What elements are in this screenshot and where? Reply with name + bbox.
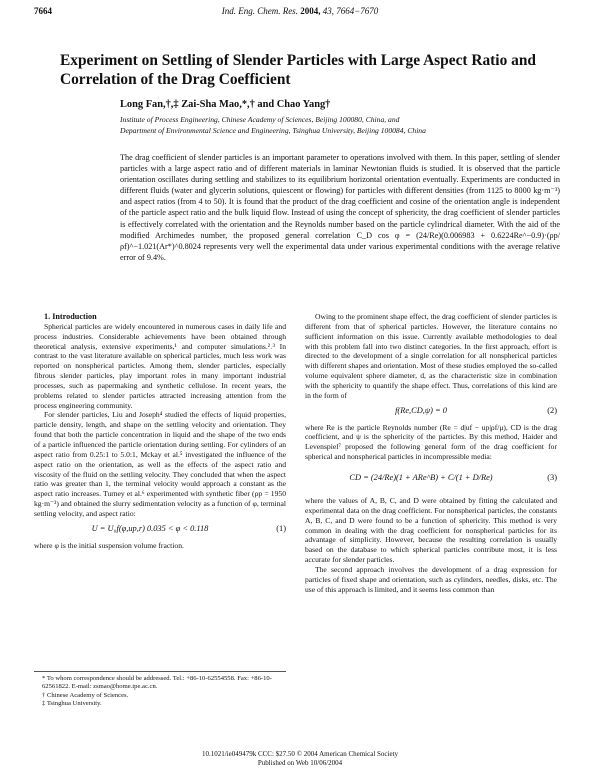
right-paragraph-2: where Re is the particle Reynolds number (Re = d|uf − up|ρf/μ), CD is the drag coefficient, and ψ is the sphericity of the particles. By this method, Haider and Levenspiel⁷ proposed the following general form of the drag coefficient for spherical and nonspherical particles in incompressible media:	[305, 422, 557, 462]
intro-paragraph-1: Spherical particles are widely encountered in numerous cases in daily life and process industries. Considerable achievements have been obtained through theoretical analysis, extensive experiments,¹ and computer simulations.²˒³ In contrast to the vast literature available on spherical particles, much less work was reported on nonspherical particles. Among them, slender particles, especially fibrous slender particles, play important roles in many important industrial processes, such as papermaking and synthetic cellulose. In recent years, the problems related to slender particles attracted increasing attention from the process engineering community.	[34, 321, 286, 410]
equation-1	[34, 522, 286, 538]
section-heading-introduction: 1. Introduction	[44, 312, 97, 321]
footer-published: Published on Web 10/06/2004	[257, 758, 343, 767]
footer-doi: 10.1021/ie049479k CCC: $27.50 © 2004 American Chemical Society	[201, 750, 399, 758]
footnote-cas: † Chinese Academy of Sciences.	[42, 691, 129, 699]
affiliations	[120, 115, 560, 136]
intro-paragraph-3: where φ is the initial suspension volume fraction.	[34, 540, 184, 550]
equation-2-body: f(Re,CD,ψ) = 0	[395, 405, 447, 415]
abstract-text: The drag coefficient of slender particles is an important parameter to operations involved with them. In this paper, settling of slender particles with a large aspect ratio and of different materials in laminar Newtonian fluids is studied. It is observed that the particle orientation oscillates during settling and stabilizes to its equilibrium horizontal orientation eventually. Experiments are conducted in different fluids (water and glycerin solutions, quiescent or flowing) for particles with different densities (from 1125 to 8000 kg·m⁻³) and aspect ratios (from 4 to 50). It is found that the product of the drag coefficient and cosine of the orientation angle is independent of the particle aspect ratio and the bulk liquid flow. Instead of using the concept of sphericity, the drag coefficient of slender particles is effectively correlated with the orientation and the Reynolds number based on the particle cylindrical diameter. With the aid of the modified Archimedes number, the proposed general correlation C_D cos φ = (24/Re)(0.006983 + 0.6224Re^−0.9)·(ρp/ρf)^−1.021(Ar*)^0.8024 represents very well the experimental data under various experimental conditions with the average relative error of 9.4%.	[120, 153, 560, 262]
page-footer	[0, 750, 600, 768]
equation-3-body: CD = (24/Re)(1 + ARe^B) + C/(1 + D/Re)	[349, 472, 493, 482]
equation-1-number: (1)	[276, 523, 286, 533]
equation-2	[305, 404, 557, 420]
footnotes	[34, 671, 286, 709]
equation-3	[305, 465, 557, 493]
journal-year: 2004,	[300, 6, 321, 16]
equation-3-number: (3)	[547, 472, 557, 482]
running-header	[34, 6, 566, 20]
article-title: Experiment on Settling of Slender Particles with Large Aspect Ratio and Correlation of the Drag Coefficient	[60, 52, 536, 88]
author-list: Long Fan,†,‡ Zai-Sha Mao,*,† and Chao Yang†	[120, 99, 331, 110]
affiliation-2: Department of Environmental Science and Engineering, Tsinghua University, Beijing 100084, China	[120, 125, 426, 135]
journal-name: Ind. Eng. Chem. Res.	[221, 6, 298, 16]
right-paragraph-3: where the values of A, B, C, and D were obtained by fitting the calculated and experimental data on the drag coefficient. For nonspherical particles, the constants A, B, C, and D were found to be a function of sphericity. This method is very common in dealing with the drag coefficient for nonspherical particles for its advantage of simplicity. However, because the resulting correlation is usually based on the database to which spherical particles contribute most, it is less accurate for slender particles.	[305, 495, 557, 565]
equation-1-body: U = U₀f(φ,up,r) 0.035 < φ < 0.118	[91, 523, 209, 533]
footnote-tsinghua: ‡ Tsinghua University.	[42, 700, 102, 708]
page-number: 7664	[34, 6, 52, 16]
right-column	[305, 312, 557, 727]
intro-paragraph-2: For slender particles, Liu and Joseph⁴ studied the effects of liquid properties, particle density, length, and shape on the settling velocity and orientation. They found that both the particle concentration in liquid and the shape of the two ends of a particle influenced the particle orientation during settling. For cylinders of an aspect ratio from 0.25:1 to 5.0:1, Mckay et al.⁵ investigated the influence of the aspect ratio on the orientation, as well as the effects of the aspect ratio and viscosity of the fluid on the settling velocity. They concluded that when the aspect ratio was greater than 1, the terminal velocity would approach a constant as the aspect ratio increases. Turney et al.⁶ experimented with synthetic fiber (ρp = 1950 kg·m⁻³) and obtained the slurry sedimentation velocity as a function of φ, terminal settling velocity, and aspect ratio:	[34, 410, 286, 518]
left-column	[34, 312, 286, 727]
journal-citation	[34, 6, 566, 16]
abstract	[120, 152, 560, 263]
affiliation-1: Institute of Process Engineering, Chinese Academy of Sciences, Beijing 100080, China, and	[120, 115, 400, 124]
right-paragraph-4: The second approach involves the development of a drag expression for particles of fixed shape and orientation, such as cylinders, needles, disks, etc. The use of this approach is limited, and it seems less common than	[305, 564, 557, 594]
journal-volume-pages: 43, 7664−7670	[322, 6, 379, 16]
right-paragraph-1: Owing to the prominent shape effect, the drag coefficient of slender particles is different from that of spherical particles. However, the literature contains no sufficient information on this issue. Currently available methodologies to deal with this problem fall into two distinct categories. In the first approach, effort is directed to the development of a single correlation for all nonspherical particles with different shapes and orientation. Most of these studies employed the so-called volume equivalent sphere diameter, d, as the characteristic size in combination with the sphericity to quantify the shape effect. Thus, correlations of this kind are in the form of	[305, 312, 557, 400]
footnote-corresponding: * To whom correspondence should be addressed. Tel.: +86-10-62554558. Fax: +86-10-62561822. E-mail: zsmao@home.ipe.ac.cn.	[42, 675, 272, 691]
equation-2-number: (2)	[547, 405, 557, 415]
